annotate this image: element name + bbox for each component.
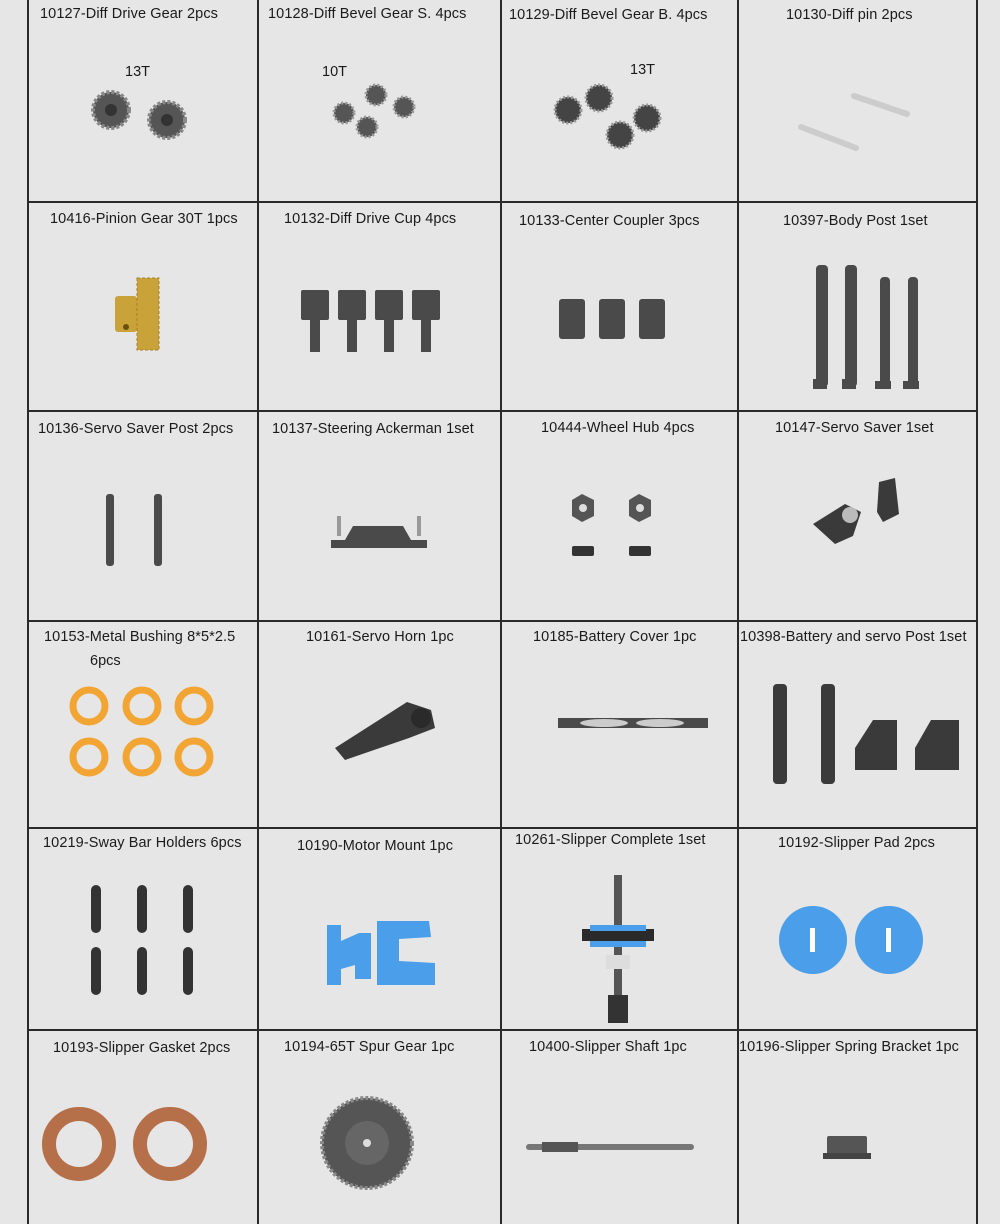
part-note: 10T — [322, 64, 347, 80]
pinion-gear-icon — [29, 203, 257, 410]
part-note: 13T — [125, 64, 150, 80]
body-post-icon — [739, 203, 976, 410]
wheel-hub-icon — [502, 412, 737, 620]
part-label: 10400-Slipper Shaft 1pc — [529, 1039, 687, 1055]
part-cell-motor-mount — [259, 829, 500, 1029]
part-cell-battery-cover — [502, 622, 737, 827]
servo-saver-icon — [739, 412, 976, 620]
part-label: 10194-65T Spur Gear 1pc — [284, 1039, 455, 1055]
part-cell-center-coupler — [502, 203, 737, 410]
part-cell-servo-saver-post — [29, 412, 257, 620]
part-label: 10397-Body Post 1set — [783, 213, 928, 229]
part-label: 10192-Slipper Pad 2pcs — [778, 835, 935, 851]
part-cell-servo-saver — [739, 412, 976, 620]
part-label: 10185-Battery Cover 1pc — [533, 629, 697, 645]
part-label: 10130-Diff pin 2pcs — [786, 7, 913, 23]
coupler-icon — [502, 203, 737, 410]
part-label: 10219-Sway Bar Holders 6pcs — [43, 835, 242, 851]
motor-mount-icon — [259, 829, 500, 1029]
big-bevel-gear-icon — [502, 0, 737, 201]
part-cell-battery-servo-post — [739, 622, 976, 827]
part-label: 10153-Metal Bushing 8*5*2.5 — [44, 629, 236, 645]
part-cell-diff-drive-gear — [29, 0, 257, 201]
part-label: 10190-Motor Mount 1pc — [297, 838, 454, 854]
slipper-shaft-icon — [502, 1031, 737, 1224]
slipper-pad-icon — [739, 829, 976, 1029]
part-cell-body-post — [739, 203, 976, 410]
part-note: 6pcs — [90, 653, 121, 669]
servo-post-icon — [29, 412, 257, 620]
part-cell-metal-bushing — [29, 622, 257, 827]
part-cell-pinion-gear — [29, 203, 257, 410]
ackerman-icon — [259, 412, 500, 620]
grid-line — [976, 0, 978, 1224]
part-label: 10128-Diff Bevel Gear S. 4pcs — [268, 6, 467, 22]
battery-cover-icon — [502, 622, 737, 827]
part-cell-diff-bevel-gear-small — [259, 0, 500, 201]
part-label: 10132-Diff Drive Cup 4pcs — [284, 211, 457, 227]
part-label: 10129-Diff Bevel Gear B. 4pcs — [509, 7, 708, 23]
part-cell-slipper-shaft — [502, 1031, 737, 1224]
part-label: 10161-Servo Horn 1pc — [306, 629, 454, 645]
part-cell-slipper-complete — [502, 829, 737, 1029]
part-cell-spur-gear — [259, 1031, 500, 1224]
part-label: 10444-Wheel Hub 4pcs — [541, 420, 695, 436]
part-cell-diff-drive-cup — [259, 203, 500, 410]
part-label: 10193-Slipper Gasket 2pcs — [53, 1040, 231, 1056]
battery-post-icon — [739, 622, 976, 827]
part-label: 10133-Center Coupler 3pcs — [519, 213, 700, 229]
sway-bar-holder-icon — [29, 829, 257, 1029]
part-label: 10136-Servo Saver Post 2pcs — [38, 421, 234, 437]
bushing-icon — [29, 622, 257, 827]
part-cell-spring-bracket — [739, 1031, 976, 1224]
part-label: 10137-Steering Ackerman 1set — [272, 421, 474, 437]
part-label: 10147-Servo Saver 1set — [775, 420, 934, 436]
part-label: 10127-Diff Drive Gear 2pcs — [40, 6, 219, 22]
pin-icon — [739, 0, 976, 201]
servo-horn-icon — [259, 622, 500, 827]
part-label: 10416-Pinion Gear 30T 1pcs — [50, 211, 238, 227]
part-cell-diff-pin — [739, 0, 976, 201]
drive-cup-icon — [259, 203, 500, 410]
part-label: 10261-Slipper Complete 1set — [515, 832, 706, 848]
spring-bracket-icon — [739, 1031, 976, 1224]
slipper-complete-icon — [502, 829, 737, 1029]
bevel-gear-icon — [29, 0, 257, 201]
spur-gear-icon — [259, 1031, 500, 1224]
part-cell-diff-bevel-gear-big — [502, 0, 737, 201]
part-cell-steering-ackerman — [259, 412, 500, 620]
part-label: 10398-Battery and servo Post 1set — [740, 629, 967, 645]
slipper-gasket-icon — [29, 1031, 257, 1224]
part-note: 13T — [630, 62, 655, 78]
small-bevel-gear-icon — [259, 0, 500, 201]
part-cell-sway-bar-holders — [29, 829, 257, 1029]
part-label: 10196-Slipper Spring Bracket 1pc — [739, 1039, 960, 1055]
part-cell-servo-horn — [259, 622, 500, 827]
part-cell-wheel-hub — [502, 412, 737, 620]
part-cell-slipper-pad — [739, 829, 976, 1029]
part-cell-slipper-gasket — [29, 1031, 257, 1224]
